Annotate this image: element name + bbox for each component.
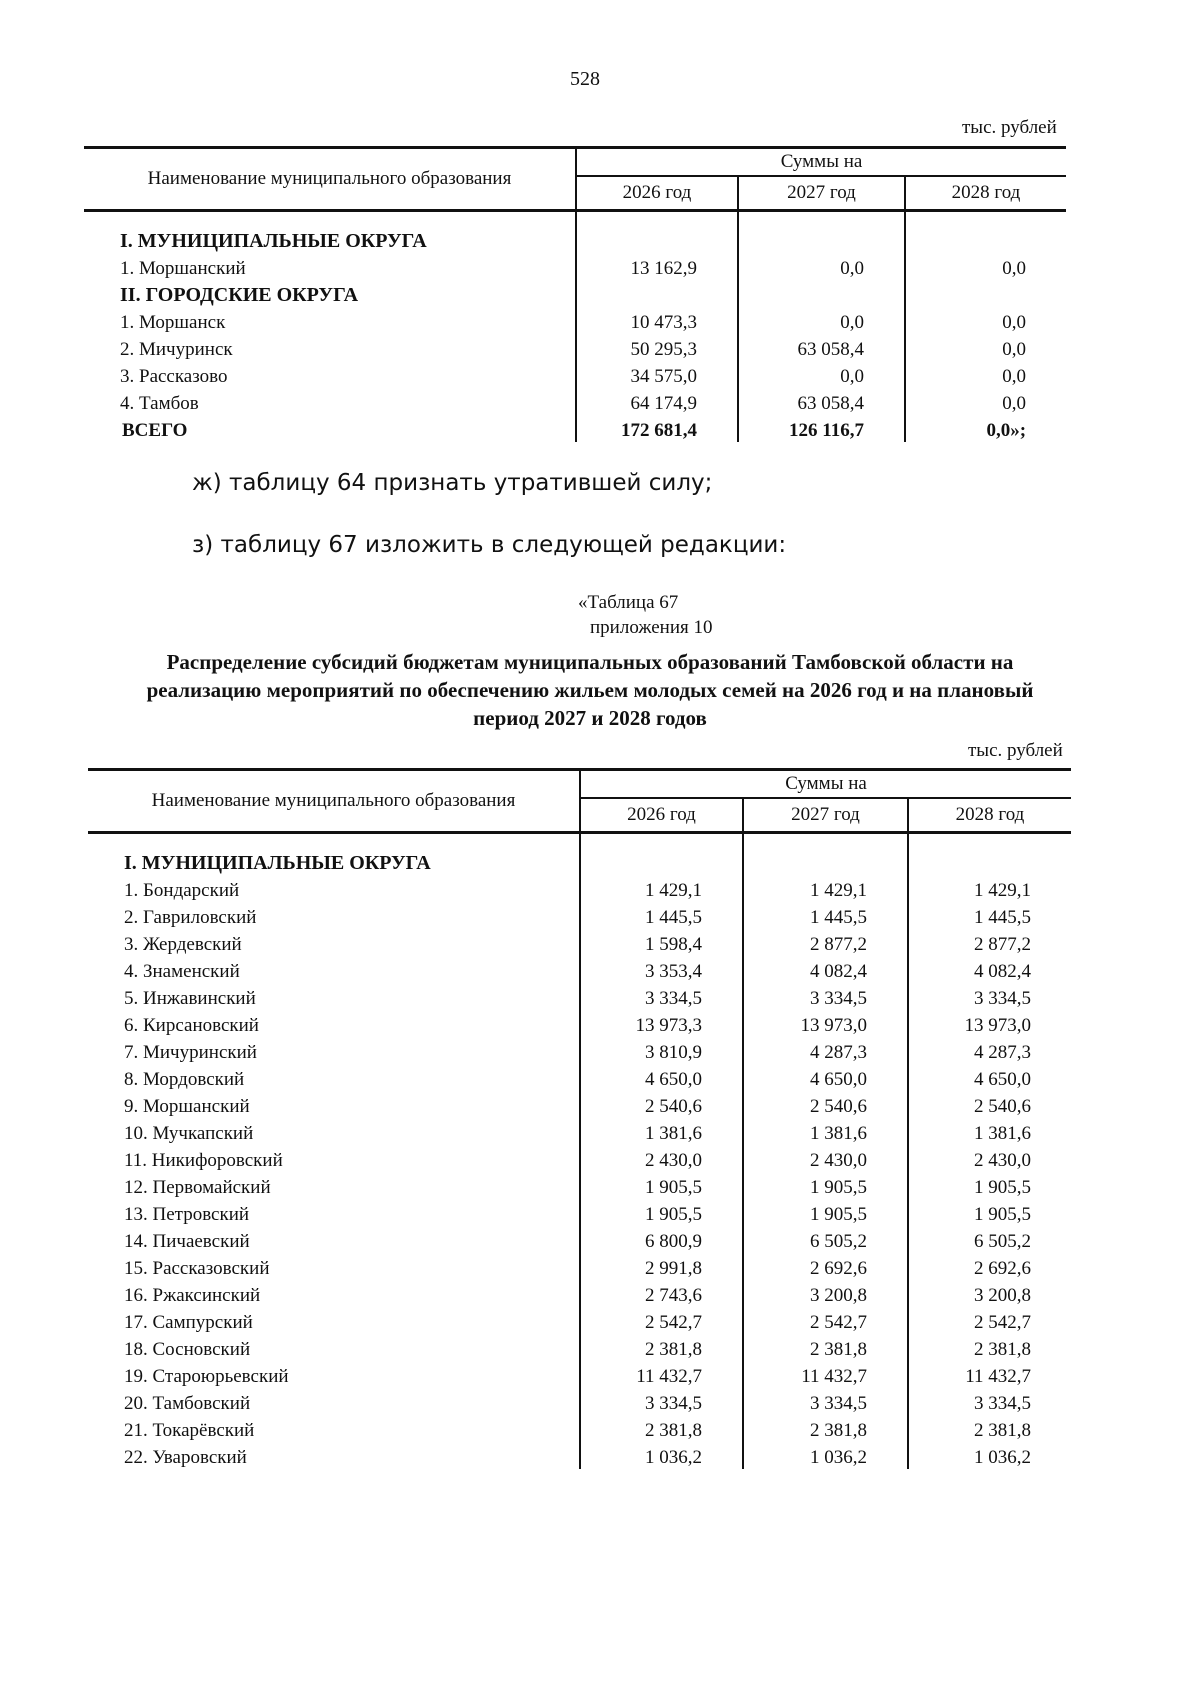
amount-2026: 4 650,0 [580,1064,743,1091]
amount-2028: 1 445,5 [908,902,1071,929]
amount-2026: 1 381,6 [580,1118,743,1145]
amount-2026: 1 429,1 [580,875,743,902]
municipality-name: 9. Моршанский [124,1096,250,1117]
table-row [88,1118,1071,1145]
amount-2028: 2 381,8 [908,1415,1071,1442]
amount-2026: 1 598,4 [580,929,743,956]
municipality-name: 13. Петровский [124,1204,250,1225]
municipality-name: 15. Рассказовский [124,1258,270,1279]
table-row [88,1253,1071,1280]
amount-2026: 1 445,5 [580,902,743,929]
amount-2027: 13 973,0 [743,1010,908,1037]
table-caption-number: «Таблица 67 [578,592,679,613]
column-header-2028: 2028 год [908,798,1071,833]
table-row [88,983,1071,1010]
municipality-name: 21. Токарёвский [124,1420,255,1441]
amount-2026 [576,226,738,253]
table-row [88,1172,1071,1199]
amount-2028: 1 381,6 [908,1118,1071,1145]
amount-2026: 2 381,8 [580,1334,743,1361]
municipality-name: 4. Знаменский [124,961,240,982]
table-row [88,1334,1071,1361]
section-row [84,226,1066,253]
amount-2028: 0,0 [905,334,1066,361]
amount-2028: 1 905,5 [908,1172,1071,1199]
amount-2026: 13 162,9 [576,253,738,280]
amount-2026: 2 430,0 [580,1145,743,1172]
amount-2027: 3 334,5 [743,983,908,1010]
amount-2027: 1 381,6 [743,1118,908,1145]
table-row [88,1280,1071,1307]
amount-2026: 10 473,3 [576,307,738,334]
column-header-2026: 2026 год [580,798,743,833]
amount-2026: 1 905,5 [580,1172,743,1199]
municipality-name: 5. Инжавинский [124,988,256,1009]
amount-2028: 3 334,5 [908,983,1071,1010]
municipality-name: I. МУНИЦИПАЛЬНЫЕ ОКРУГА [120,230,427,252]
amount-2027: 2 430,0 [743,1145,908,1172]
table-row [84,388,1066,415]
column-header-name: Наименование муниципального образования [88,770,580,833]
municipality-name: 18. Сосновский [124,1339,251,1360]
amount-2027: 3 334,5 [743,1388,908,1415]
municipality-name: 7. Мичуринский [124,1042,257,1063]
amount-2028: 0,0 [905,388,1066,415]
amount-2026 [576,280,738,307]
municipality-name: 16. Ржаксинский [124,1285,261,1306]
table-row [88,1442,1071,1469]
amount-2026: 2 991,8 [580,1253,743,1280]
amount-2027: 2 381,8 [743,1334,908,1361]
total-row [84,415,1066,442]
municipality-name: 12. Первомайский [124,1177,271,1198]
amount-2027: 2 381,8 [743,1415,908,1442]
amount-2028: 2 430,0 [908,1145,1071,1172]
amount-2028: 0,0»; [905,415,1066,442]
amount-2026: 13 973,3 [580,1010,743,1037]
table-row [84,307,1066,334]
municipality-name: 14. Пичаевский [124,1231,250,1252]
spacer-row [84,211,1066,227]
amount-2027: 1 445,5 [743,902,908,929]
table-row [88,1199,1071,1226]
amount-2028: 1 905,5 [908,1199,1071,1226]
table-row [84,253,1066,280]
amount-2026: 2 743,6 [580,1280,743,1307]
units-label-2: тыс. рублей [968,740,1063,761]
amount-2028: 0,0 [905,307,1066,334]
amount-2028: 4 082,4 [908,956,1071,983]
column-header-2026: 2026 год [576,176,738,211]
amount-2026: 3 353,4 [580,956,743,983]
column-header-sums: Суммы на [576,148,1066,177]
amount-2027: 3 200,8 [743,1280,908,1307]
column-header-sums: Суммы на [580,770,1071,799]
amount-2028: 3 200,8 [908,1280,1071,1307]
amount-2028: 3 334,5 [908,1388,1071,1415]
amount-2026: 50 295,3 [576,334,738,361]
amount-2027: 1 429,1 [743,875,908,902]
amount-2028: 2 692,6 [908,1253,1071,1280]
amount-2026: 172 681,4 [576,415,738,442]
municipality-name: ВСЕГО [122,420,188,441]
column-header-2027: 2027 год [743,798,908,833]
section-row [84,280,1066,307]
amount-2027 [738,226,905,253]
amount-2026: 2 540,6 [580,1091,743,1118]
amount-2027: 0,0 [738,361,905,388]
amount-2027: 4 650,0 [743,1064,908,1091]
amount-2028 [905,280,1066,307]
municipality-name: 1. Моршанский [120,258,246,279]
paragraph-zh: ж) таблицу 64 признать утратившей силу; [192,470,713,496]
table-title: Распределение субсидий бюджетам муниципальных образований Тамбовской области на реализацию мероприятий по обеспечению жильем молодых семей на 2026 год и на плановый период 2027 и 2028 годов [146,650,1034,730]
amount-2028: 13 973,0 [908,1010,1071,1037]
amount-2027: 6 505,2 [743,1226,908,1253]
amount-2026: 2 542,7 [580,1307,743,1334]
amount-2028 [905,226,1066,253]
municipality-name: I. МУНИЦИПАЛЬНЫЕ ОКРУГА [124,852,431,874]
amount-2026 [580,848,743,875]
section-row [88,848,1071,875]
amount-2028: 2 542,7 [908,1307,1071,1334]
table-row [88,875,1071,902]
amount-2028: 2 381,8 [908,1334,1071,1361]
table-row [88,1361,1071,1388]
amount-2027: 2 540,6 [743,1091,908,1118]
amount-2028: 11 432,7 [908,1361,1071,1388]
column-header-2028: 2028 год [905,176,1066,211]
table-row [88,1226,1071,1253]
amount-2028: 0,0 [905,253,1066,280]
column-header-name: Наименование муниципального образования [84,148,576,211]
municipality-name: II. ГОРОДСКИЕ ОКРУГА [120,284,359,306]
table-row [88,902,1071,929]
amount-2027: 63 058,4 [738,334,905,361]
table-row [88,929,1071,956]
amount-2028: 2 540,6 [908,1091,1071,1118]
page-number: 528 [570,68,600,90]
amount-2028: 1 429,1 [908,875,1071,902]
table-row [88,956,1071,983]
amount-2027: 0,0 [738,253,905,280]
paragraph-z: з) таблицу 67 изложить в следующей редакции: [192,532,787,558]
municipality-name: 8. Мордовский [124,1069,245,1090]
amount-2028: 6 505,2 [908,1226,1071,1253]
amount-2027: 2 542,7 [743,1307,908,1334]
amount-2027: 4 287,3 [743,1037,908,1064]
amount-2027: 63 058,4 [738,388,905,415]
municipality-name: 17. Сампурский [124,1312,253,1333]
table-row [88,1037,1071,1064]
municipality-name: 1. Моршанск [120,312,226,333]
amount-2027: 11 432,7 [743,1361,908,1388]
amount-2026: 1 036,2 [580,1442,743,1469]
municipality-name: 3. Жердевский [124,934,242,955]
amount-2028: 2 877,2 [908,929,1071,956]
amount-2026: 2 381,8 [580,1415,743,1442]
municipality-name: 4. Тамбов [120,393,199,414]
amount-2027 [743,848,908,875]
table-row [88,1145,1071,1172]
amount-2026: 3 334,5 [580,1388,743,1415]
column-header-2027: 2027 год [738,176,905,211]
municipality-name: 19. Староюрьевский [124,1366,289,1387]
subsidy-table-1 [84,146,1066,442]
table-row [88,1307,1071,1334]
amount-2027: 2 877,2 [743,929,908,956]
amount-2026: 64 174,9 [576,388,738,415]
amount-2027: 1 036,2 [743,1442,908,1469]
municipality-name: 6. Кирсановский [124,1015,259,1036]
amount-2026: 3 334,5 [580,983,743,1010]
municipality-name: 11. Никифоровский [124,1150,283,1171]
municipality-name: 1. Бондарский [124,880,240,901]
amount-2028: 1 036,2 [908,1442,1071,1469]
amount-2026: 1 905,5 [580,1199,743,1226]
table-row [88,1091,1071,1118]
table-row [84,361,1066,388]
municipality-name: 3. Рассказово [120,366,228,387]
municipality-name: 20. Тамбовский [124,1393,251,1414]
spacer-row [88,833,1071,849]
table-row [88,1415,1071,1442]
municipality-name: 2. Гавриловский [124,907,257,928]
table-caption-appendix: приложения 10 [590,617,713,638]
table-row [88,1010,1071,1037]
amount-2026: 11 432,7 [580,1361,743,1388]
table-row [88,1064,1071,1091]
table-row [88,1388,1071,1415]
amount-2028: 4 650,0 [908,1064,1071,1091]
subsidy-table-67 [88,768,1071,1469]
municipality-name: 2. Мичуринск [120,339,233,360]
amount-2027 [738,280,905,307]
amount-2026: 34 575,0 [576,361,738,388]
amount-2028: 0,0 [905,361,1066,388]
amount-2027: 2 692,6 [743,1253,908,1280]
amount-2026: 3 810,9 [580,1037,743,1064]
amount-2026: 6 800,9 [580,1226,743,1253]
municipality-name: 10. Мучкапский [124,1123,254,1144]
units-label: тыс. рублей [962,117,1057,138]
amount-2027: 0,0 [738,307,905,334]
table-row [84,334,1066,361]
amount-2027: 1 905,5 [743,1199,908,1226]
amount-2028: 4 287,3 [908,1037,1071,1064]
amount-2027: 126 116,7 [738,415,905,442]
amount-2027: 4 082,4 [743,956,908,983]
amount-2027: 1 905,5 [743,1172,908,1199]
amount-2028 [908,848,1071,875]
municipality-name: 22. Уваровский [124,1447,247,1468]
